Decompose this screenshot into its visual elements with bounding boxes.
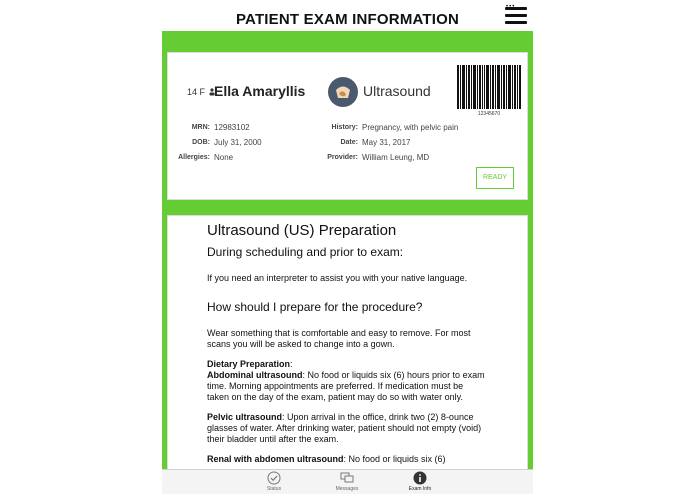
tab-messages-label: Messages (335, 486, 359, 492)
wear-text: Wear something that is comfortable and easy to remove. For most scans you will be asked to change into a gown. (207, 328, 471, 349)
pelvic-block (207, 412, 487, 445)
allergies-label: Allergies: (178, 154, 210, 161)
tab-exam-info[interactable] (385, 471, 455, 494)
chat-bubbles-icon (340, 471, 354, 485)
dob-value: July 31, 2000 (214, 138, 262, 147)
renal-label: Renal with abdomen ultrasound (207, 454, 344, 464)
prep-subtitle: During scheduling and prior to exam: (207, 245, 404, 259)
tab-status-label: Status (266, 486, 282, 492)
menu-line (505, 21, 527, 24)
abdominal-label: Abdominal ultrasound (207, 370, 303, 380)
menu-line (505, 14, 527, 17)
pelvic-text: : Upon arrival in the office, drink two (2) 8-ounce glasses of water. After drinking water, patient should not empty (void) their bladder until after the exam. (207, 412, 482, 444)
tab-bar (162, 469, 533, 494)
prepare-heading: How should I prepare for the procedure? (207, 300, 423, 314)
barcode-number: 12345670 (477, 111, 501, 117)
menu-line (505, 7, 527, 10)
check-circle-icon (267, 471, 281, 485)
tab-status[interactable] (239, 471, 309, 494)
provider-value: William Leung, MD (362, 153, 430, 162)
ultrasound-icon (328, 77, 358, 107)
hamburger-menu-icon[interactable] (505, 7, 527, 25)
top-bar (0, 0, 695, 32)
patient-card (167, 52, 528, 200)
abdominal-text: : No food or liquids six (6) hours prior to exam time. Morning appointments are preferred. If medication must be taken on the day of the exam, patient may do so with water only. (207, 370, 485, 402)
renal-block (207, 454, 487, 465)
age-sex-text: 14 F (187, 87, 206, 97)
dob-label: DOB: (192, 139, 210, 146)
mrn-value: 12983102 (214, 123, 250, 132)
allergies-value: None (214, 153, 234, 162)
info-circle-icon (413, 471, 427, 485)
renal-text: : No food or liquids six (6) (343, 454, 446, 464)
prep-title: Ultrasound (US) Preparation (207, 222, 397, 239)
provider-label: Provider: (327, 154, 358, 161)
barcode-icon (457, 65, 521, 109)
patient-name: Ella Amaryllis (214, 83, 306, 99)
date-label: Date: (340, 139, 358, 146)
dietary-colon: : (290, 359, 293, 369)
dietary-heading: Dietary Preparation (207, 359, 291, 369)
prep-content (207, 220, 487, 465)
ready-button[interactable]: READY (476, 167, 514, 189)
prep-card[interactable] (167, 215, 528, 471)
interpreter-text: If you need an interpreter to assist you with your native language. (207, 273, 468, 283)
modality-label: Ultrasound (363, 83, 431, 99)
history-value: Pregnancy, with pelvic pain (362, 123, 459, 132)
mrn-label: MRN: (191, 124, 210, 131)
tab-exam-info-label: Exam Info (408, 486, 432, 492)
tab-messages[interactable] (312, 471, 382, 494)
date-value: May 31, 2017 (362, 138, 411, 147)
page-title: PATIENT EXAM INFORMATION (235, 11, 460, 28)
history-label: History: (331, 124, 358, 131)
dietary-block (207, 359, 487, 403)
pelvic-label: Pelvic ultrasound (207, 412, 283, 422)
exam-panel (162, 31, 533, 471)
patient-age-sex (187, 87, 215, 97)
